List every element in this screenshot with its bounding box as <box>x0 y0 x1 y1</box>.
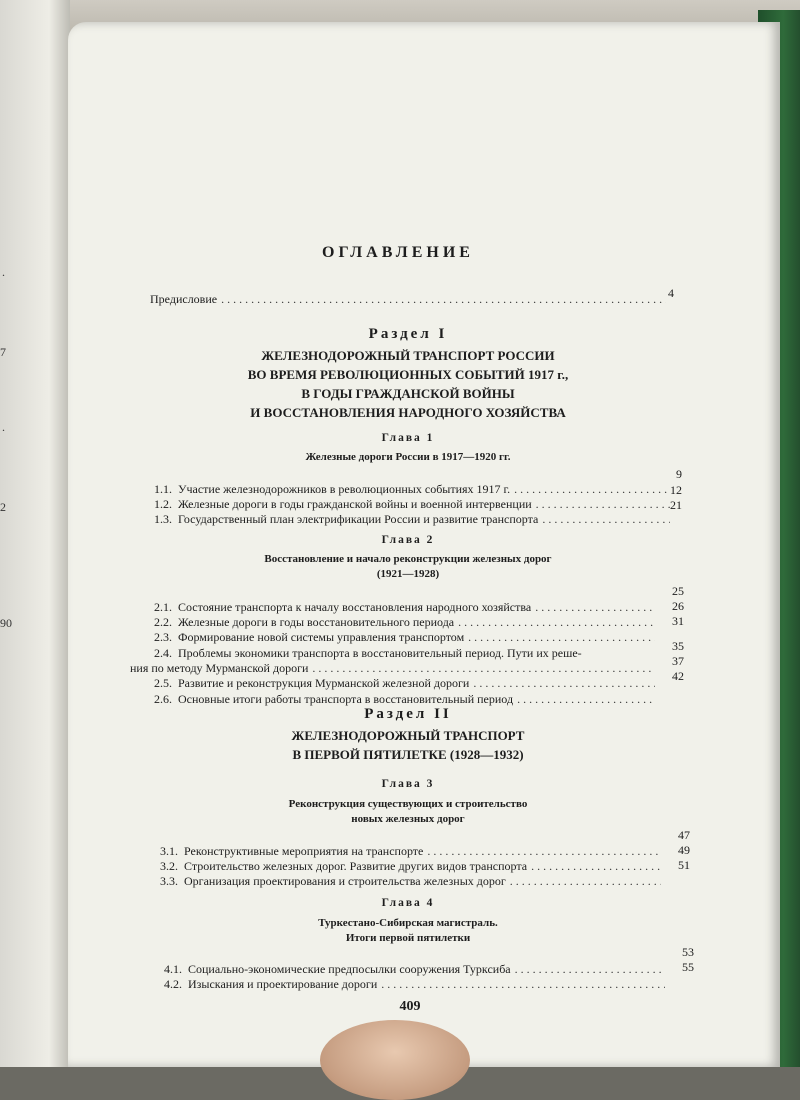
chapter-title-line: Итоги первой пятилетки <box>345 932 471 944</box>
leader-dots <box>517 692 655 707</box>
leader-dots <box>514 482 670 497</box>
entry-number: 2.2. <box>154 615 172 629</box>
toc-entry <box>154 600 659 615</box>
leader-dots <box>312 661 655 676</box>
toc-entry <box>160 874 665 889</box>
section-title-line: И ВОССТАНОВЛЕНИЯ НАРОДНОГО ХОЗЯЙСТВА <box>250 405 566 420</box>
entry-number: 4.2. <box>164 977 182 991</box>
toc-title: ОГЛАВЛЕНИЕ <box>322 244 474 261</box>
entry-text: Состояние транспорта к началу восстановления народного хозяйства <box>178 600 532 614</box>
toc-entry <box>154 676 659 691</box>
entry-number: 2.1. <box>154 600 172 614</box>
toc-entry <box>154 646 582 661</box>
toc-entry <box>154 692 659 707</box>
entry-page: 26 <box>672 599 684 613</box>
toc-entry <box>154 615 659 630</box>
entry-page: 31 <box>672 614 684 628</box>
chapter-title-line: Туркестано-Сибирская магистраль. <box>318 917 498 929</box>
leader-dots <box>427 844 661 859</box>
chapter-title <box>128 797 688 827</box>
chapter-title <box>128 552 688 582</box>
section-label: Раздел II <box>364 706 452 722</box>
facing-mark: 2 <box>0 500 6 514</box>
entry-page: 21 <box>670 498 682 512</box>
entry-page: 4 <box>668 286 674 300</box>
leader-dots <box>515 962 665 977</box>
leader-dots <box>535 600 655 615</box>
entry-page: 42 <box>672 669 684 683</box>
toc-entry <box>154 512 674 527</box>
entry-number: 2.6. <box>154 692 172 706</box>
table-of-contents <box>68 22 780 1067</box>
chapter-title <box>128 916 688 946</box>
chapter-title-line: новых железных дорог <box>351 813 465 825</box>
entry-text: Изыскания и проектирование дороги <box>188 977 378 991</box>
entry-page: 35 <box>672 639 684 653</box>
entry-page: 25 <box>672 584 684 598</box>
entry-text: Развитие и реконструкция Мурманской железной дороги <box>178 676 470 690</box>
entry-number: 1.1. <box>154 482 172 496</box>
leader-dots <box>536 497 670 512</box>
toc-entry <box>154 482 674 497</box>
entry-page: 47 <box>678 828 690 842</box>
toc-entry <box>154 630 659 645</box>
entry-page: 55 <box>682 960 694 974</box>
facing-mark: . <box>2 420 5 434</box>
entry-number: 2.3. <box>154 630 172 644</box>
leader-dots <box>468 630 655 645</box>
leader-dots <box>531 859 661 874</box>
book-page <box>68 22 780 1067</box>
leader-dots <box>381 977 665 992</box>
section-title-line: В ГОДЫ ГРАЖДАНСКОЙ ВОЙНЫ <box>301 386 515 401</box>
leader-dots <box>221 292 666 307</box>
section-title <box>128 726 688 764</box>
entry-text: Государственный план электрификации России и развитие транспорта <box>178 512 539 526</box>
entry-page: 12 <box>670 483 682 497</box>
chapter-label: Глава 2 <box>381 534 435 546</box>
section-title-line: ЖЕЛЕЗНОДОРОЖНЫЙ ТРАНСПОРТ <box>291 728 525 743</box>
entry-number: 3.1. <box>160 844 178 858</box>
section-title-line: ВО ВРЕМЯ РЕВОЛЮЦИОННЫХ СОБЫТИЙ 1917 г., <box>247 367 569 382</box>
entry-page: 37 <box>672 654 684 668</box>
entry-number: 3.2. <box>160 859 178 873</box>
toc-entry-preface <box>150 292 670 307</box>
facing-mark: 7 <box>0 345 6 359</box>
entry-text: Железные дороги в годы гражданской войны и военной интервенции <box>178 497 532 511</box>
section-title-line: В ПЕРВОЙ ПЯТИЛЕТКЕ (1928—1932) <box>292 747 524 762</box>
leader-dots <box>458 615 655 630</box>
entry-number: 2.5. <box>154 676 172 690</box>
entry-text: Реконструктивные мероприятия на транспорте <box>184 844 424 858</box>
toc-entry <box>164 962 669 977</box>
leader-dots <box>542 512 670 527</box>
chapter-label: Глава 4 <box>381 897 435 909</box>
toc-entry <box>160 844 665 859</box>
toc-entry <box>154 497 674 512</box>
entry-page: 51 <box>678 858 690 872</box>
entry-text: Организация проектирования и строительства железных дорог <box>184 874 506 888</box>
entry-text: Строительство железных дорог. Развитие других видов транспорта <box>184 859 528 873</box>
chapter-label: Глава 3 <box>381 778 435 790</box>
chapter-label: Глава 1 <box>381 432 435 444</box>
chapter-title: Железные дороги России в 1917—1920 гг. <box>305 451 511 463</box>
entry-page: 9 <box>676 467 682 481</box>
section-title <box>128 346 688 422</box>
entry-text: Социально-экономические предпосылки сооружения Турксиба <box>188 962 511 976</box>
section-label: Раздел I <box>368 326 448 342</box>
toc-entry <box>164 977 669 992</box>
entry-number: 3.3. <box>160 874 178 888</box>
entry-number: 1.2. <box>154 497 172 511</box>
leader-dots <box>510 874 661 889</box>
entry-page: 53 <box>682 945 694 959</box>
entry-number: 1.3. <box>154 512 172 526</box>
entry-text: Проблемы экономики транспорта в восстановительный период. Пути их реше- <box>178 646 582 660</box>
chapter-title-line: Реконструкция существующих и строительство <box>288 798 528 810</box>
section-title-line: ЖЕЛЕЗНОДОРОЖНЫЙ ТРАНСПОРТ РОССИИ <box>261 348 555 363</box>
entry-text: Предисловие <box>150 292 218 306</box>
entry-text: ния по методу Мурманской дороги <box>130 661 309 675</box>
finger <box>320 1020 470 1100</box>
chapter-title-line: Восстановление и начало реконструкции железных дорог <box>264 553 552 565</box>
facing-mark: 90 <box>0 616 12 630</box>
entry-text: Формирование новой системы управления транспортом <box>178 630 465 644</box>
entry-text: Основные итоги работы транспорта в восстановительный период <box>178 692 514 706</box>
entry-text: Участие железнодорожников в революционных событиях 1917 г. <box>178 482 511 496</box>
chapter-title-line: (1921—1928) <box>376 568 440 580</box>
entry-number: 2.4. <box>154 646 172 660</box>
toc-entry <box>160 859 665 874</box>
facing-mark: . <box>2 265 5 279</box>
facing-page <box>0 0 70 1067</box>
toc-entry <box>124 661 659 676</box>
entry-number: 4.1. <box>164 962 182 976</box>
entry-text: Железные дороги в годы восстановительного периода <box>178 615 455 629</box>
page-number: 409 <box>399 999 421 1014</box>
leader-dots <box>473 676 655 691</box>
entry-page: 49 <box>678 843 690 857</box>
